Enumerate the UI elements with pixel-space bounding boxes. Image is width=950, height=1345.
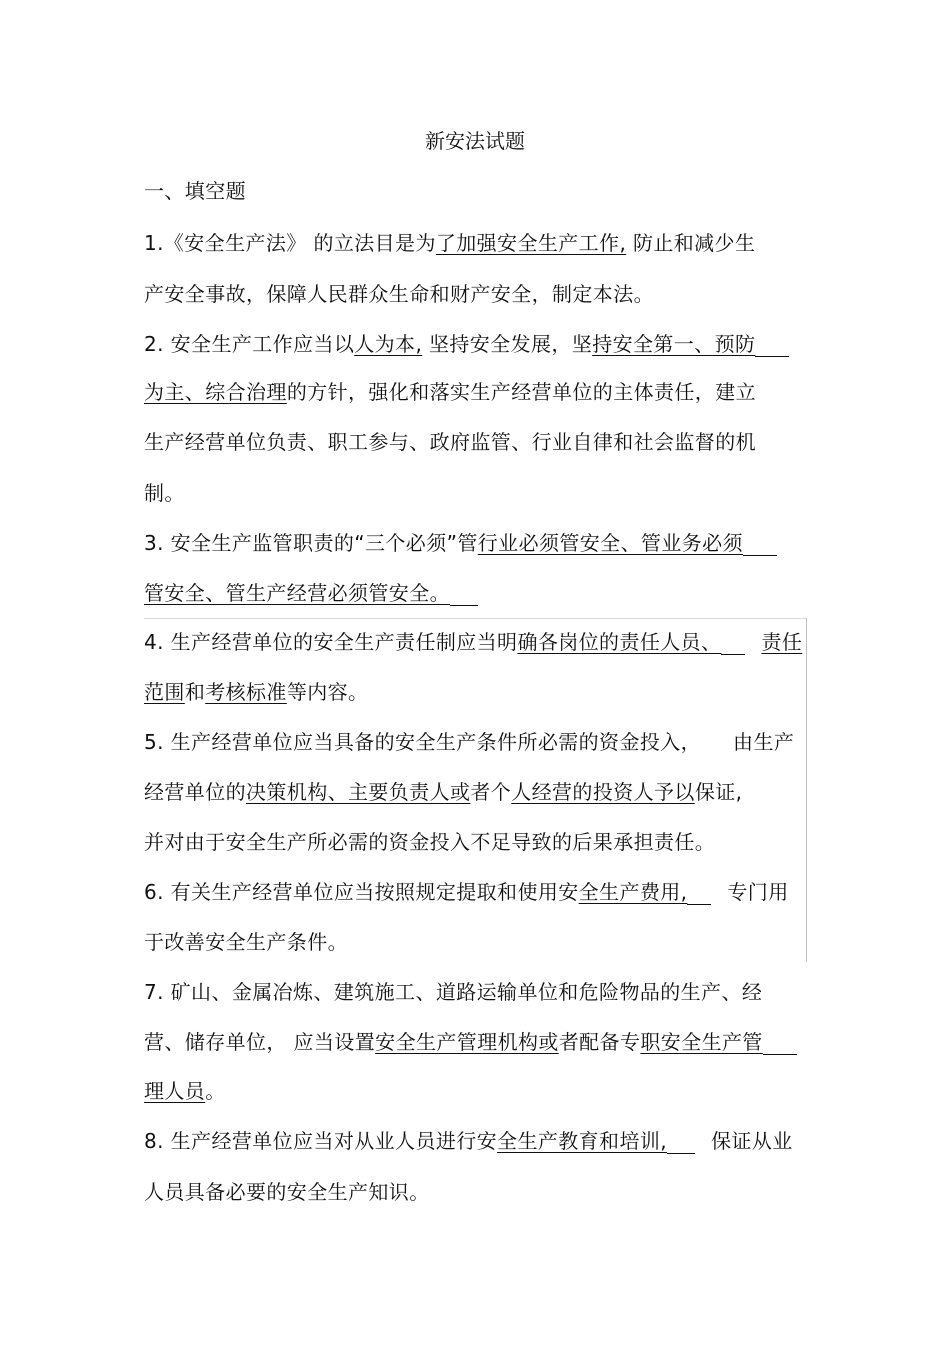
q2-answer-2: 持安全第一、预防	[592, 332, 756, 356]
question-6-line-2: 于改善安全生产条件。	[144, 930, 348, 954]
q4-text-end: 等内容。	[286, 680, 369, 704]
q8-text-end: 保证从业	[711, 1129, 793, 1153]
q7-answer-2-cont: 理人员	[144, 1079, 206, 1103]
q7-text: 营、储存单位， 应当设置	[144, 1030, 376, 1054]
question-2-line-2	[144, 377, 756, 407]
q7-text-2: 者配备专	[558, 1030, 641, 1054]
question-1-line-2: 产安全事故，保障人民群众生命和财产安全，制定本法。	[144, 282, 654, 306]
q5-text-2: 由生产	[733, 730, 795, 754]
question-8-line-2: 人员具备必要的安全生产知识。	[144, 1180, 430, 1204]
page-title: 新安法试题	[425, 129, 525, 153]
q5-text-3: 经营单位的	[144, 780, 246, 804]
q2-blank	[755, 332, 789, 357]
q4-blank	[721, 630, 745, 655]
q8-text: 8. 生产经营单位应当对从业人员进行安	[144, 1129, 498, 1153]
q2-text: 2. 安全生产工作应当以	[144, 332, 355, 356]
q8-blank	[667, 1129, 695, 1154]
q4-text-and: 和	[184, 680, 206, 704]
q2-answer-2-cont: 为主、综合治理	[144, 380, 287, 404]
question-5-line-1	[144, 727, 794, 757]
question-2-line-1	[144, 329, 789, 359]
q6-blank	[687, 880, 711, 905]
section-heading: 一、填空题	[144, 179, 246, 203]
question-4-line-1	[144, 627, 802, 657]
q5-answer-2: 人经营的投资人予以	[511, 780, 695, 804]
q5-text-5: 保证,	[694, 780, 743, 804]
question-5-line-2	[144, 777, 742, 807]
q4-text: 4. 生产经营单位的安全生产责任制应当明	[144, 630, 518, 654]
question-8-line-1	[144, 1126, 793, 1156]
q7-answer-2: 职安全生产管	[640, 1030, 763, 1054]
q2-text-cont: 的方针，强化和落实生产经营单位的主体责任，建立	[286, 380, 757, 404]
q5-text-4: 者个	[470, 780, 512, 804]
q7-text-end: 。	[205, 1079, 226, 1103]
question-1-line-1	[144, 228, 755, 258]
q3-answer-cont: 管安全、管生产经营必须管安全。	[144, 581, 450, 605]
q4-answer-3: 考核标准	[205, 680, 287, 704]
q5-answer-1: 决策机构、主要负责人或	[246, 780, 471, 804]
q1-text: 1.《安全生产法》 的立法目是为	[144, 231, 436, 255]
q3-blank-2	[450, 581, 478, 606]
question-2-line-4: 制。	[144, 481, 185, 505]
q8-answer: 全生产教育和培训,	[497, 1129, 668, 1153]
q3-text: 3. 安全生产监管职责的“三个必须”管	[144, 531, 478, 555]
question-4-line-2	[144, 677, 368, 707]
q1-text-end: 防止和减少生	[626, 231, 756, 255]
q2-text-mid: 坚持安全发展，坚	[422, 332, 593, 356]
question-3-line-2	[144, 578, 478, 608]
q4-answer-2: 责任	[761, 630, 803, 654]
question-6-line-1	[144, 877, 789, 907]
q6-text: 6. 有关生产经营单位应当按照规定提取和使用安	[144, 880, 579, 904]
q1-answer: 了加强安全生产工作,	[435, 231, 627, 255]
q4-answer-2-cont: 范围	[144, 680, 185, 704]
table-border-right	[806, 618, 807, 962]
question-7-line-2	[144, 1027, 797, 1057]
q4-answer-1: 确各岗位的责任人员、	[517, 630, 722, 654]
question-3-line-1	[144, 528, 777, 558]
q3-blank	[743, 531, 777, 556]
q7-blank	[763, 1030, 797, 1055]
question-7-line-1: 7. 矿山、金属冶炼、建筑施工、道路运输单位和危险物品的生产、经	[144, 980, 763, 1004]
question-7-line-3	[144, 1076, 226, 1106]
q5-text: 5. 生产经营单位应当具备的安全生产条件所必需的资金投入，	[144, 730, 702, 754]
question-2-line-3: 生产经营单位负责、职工参与、政府监管、行业自律和社会监督的机	[144, 430, 756, 454]
q3-answer: 行业必须管安全、管业务必须	[477, 531, 743, 555]
q6-text-end: 专门用	[727, 880, 789, 904]
q7-answer-1: 安全生产管理机构或	[375, 1030, 559, 1054]
q6-answer: 全生产费用,	[578, 880, 688, 904]
q2-answer-1: 人为本,	[354, 332, 423, 356]
question-5-line-3: 并对由于安全生产所必需的资金投入不足导致的后果承担责任。	[144, 830, 716, 854]
table-border-top	[144, 618, 806, 619]
